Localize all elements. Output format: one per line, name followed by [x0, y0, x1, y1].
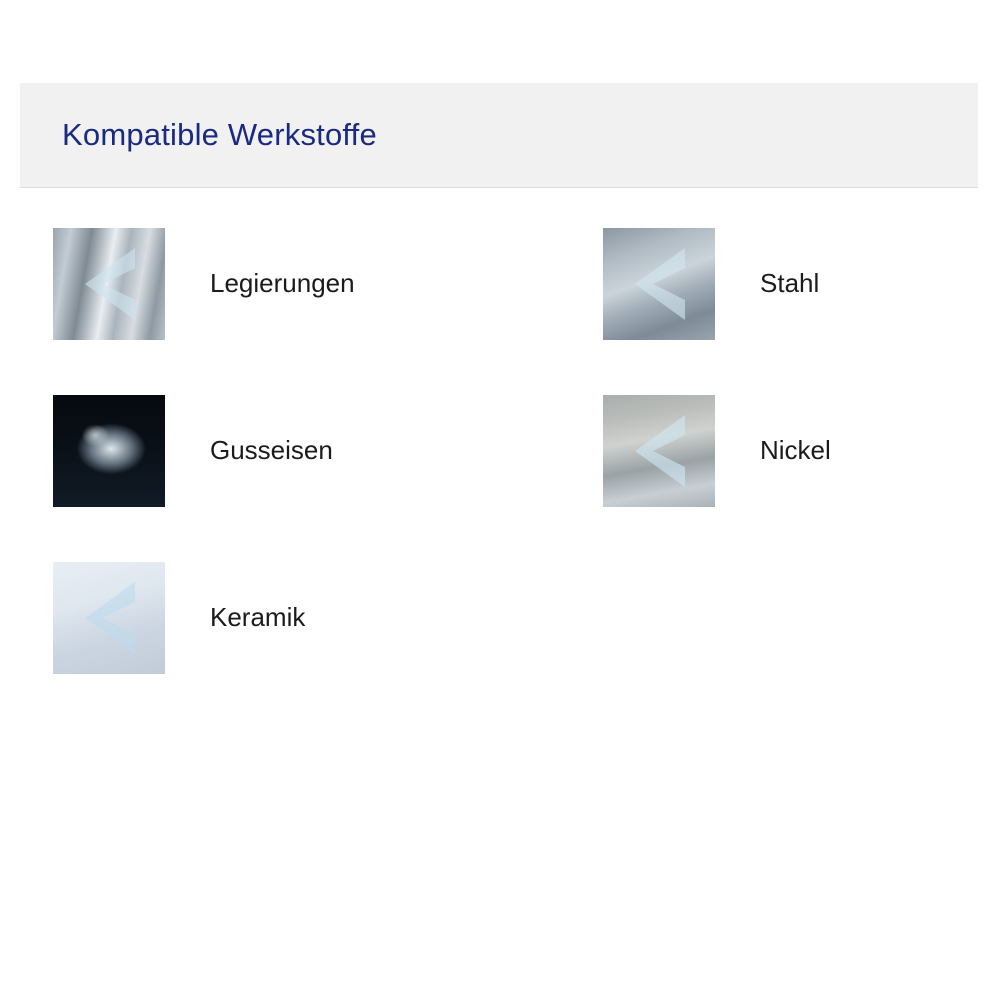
- material-item-keramik[interactable]: [0, 534, 500, 701]
- material-item-legierungen[interactable]: [0, 200, 500, 367]
- material-label: Stahl: [760, 268, 820, 298]
- ceramic-swatch-icon: [53, 562, 165, 674]
- materials-grid: [0, 200, 1000, 701]
- material-label: Nickel: [760, 435, 831, 465]
- steel-swatch-icon: [603, 228, 715, 340]
- alloy-swatch-icon: [53, 228, 165, 340]
- materials-row: [0, 367, 1000, 534]
- material-label: Legierungen: [210, 268, 355, 298]
- material-item-gusseisen[interactable]: [0, 367, 500, 534]
- material-item-nickel[interactable]: [500, 367, 1000, 534]
- material-label: Gusseisen: [210, 435, 333, 465]
- cast-iron-swatch-icon: [53, 395, 165, 507]
- material-label: Keramik: [210, 602, 306, 632]
- materials-row: [0, 200, 1000, 367]
- nickel-swatch-icon: [603, 395, 715, 507]
- page-title: Kompatible Werkstoffe: [62, 117, 377, 152]
- panel-header: [20, 83, 978, 188]
- material-item-stahl[interactable]: [500, 200, 1000, 367]
- materials-row: [0, 534, 1000, 701]
